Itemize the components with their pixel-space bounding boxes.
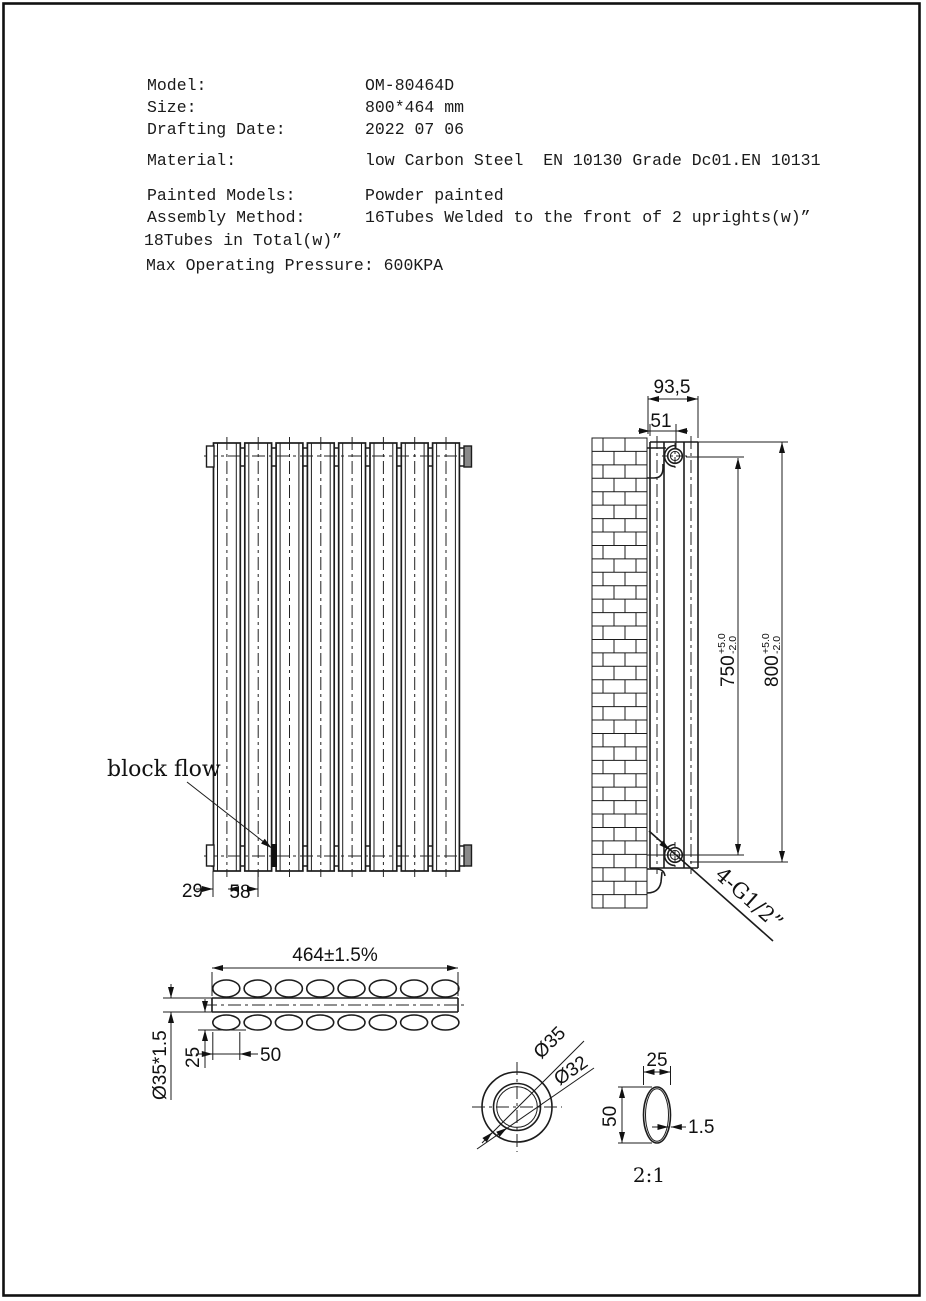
spec-value: Powder painted [365,186,504,205]
spec-label: Assembly Method: [147,208,306,227]
dim-height-overall [760,633,783,687]
detail-oval-width: 25 [646,1050,668,1071]
dim-pin-spacing-tol-plus: +5.0 [716,633,728,654]
connection-label: 4-G1/2” [710,862,788,935]
dim-pin-spacing-value: 750 [718,655,739,687]
spec-assembly-note: 18Tubes in Total(w)” [144,231,343,250]
dim-tube-width: 50 [260,1045,282,1066]
block-flow-label: block flow [107,757,221,782]
spec-label: Painted Models: [147,186,296,205]
dim-height-overall-tol-plus: +5.0 [760,633,772,654]
dim-tube-depth: 25 [183,1046,204,1068]
dim-tube-depth-group [183,1047,204,1068]
dim-depth-overall: 93,5 [653,377,691,398]
detail-oval-height: 50 [600,1105,621,1127]
detail-dia-inner: Ø32 [550,1052,592,1090]
spec-label: Material: [147,151,237,170]
spec-label: Size: [147,98,197,117]
dim-header-tube: Ø35*1.5 [150,1030,171,1100]
dim-left-offset: 29 [181,881,203,902]
spec-value: 2022 07 06 [365,120,465,139]
detail-dia-outer-group [530,1023,570,1063]
detail-oval-height-group [600,1106,621,1127]
dim-pin-spacing [716,633,739,687]
spec-value: OM-80464D [365,76,455,95]
connection-label-group [710,862,787,934]
dim-pin-spacing-tol-minus: -2.0 [727,635,739,654]
spec-value: 800*464 mm [365,98,465,117]
dim-tube-pitch: 58 [229,882,251,903]
spec-value: low Carbon Steel EN 10130 Grade Dc01.EN 10131 [365,151,821,170]
dim-width: 464±1.5% [292,945,378,966]
dim-height-overall-value: 800 [762,655,783,687]
dim-bracket-offset: 51 [650,411,672,432]
detail-scale-label: 2:1 [632,1163,666,1187]
spec-value: 16Tubes Welded to the front of 2 uprights(w)” [365,208,811,227]
detail-dia-outer: Ø35 [529,1022,571,1064]
detail-oval-wall: 1.5 [688,1117,715,1138]
dim-height-overall-tol-minus: -2.0 [771,635,783,654]
dim-header-tube-group [150,1030,171,1100]
spec-max-pressure: Max Operating Pressure: 600KPA [146,256,444,275]
spec-label: Model: [147,76,207,95]
spec-label: Drafting Date: [147,120,286,139]
